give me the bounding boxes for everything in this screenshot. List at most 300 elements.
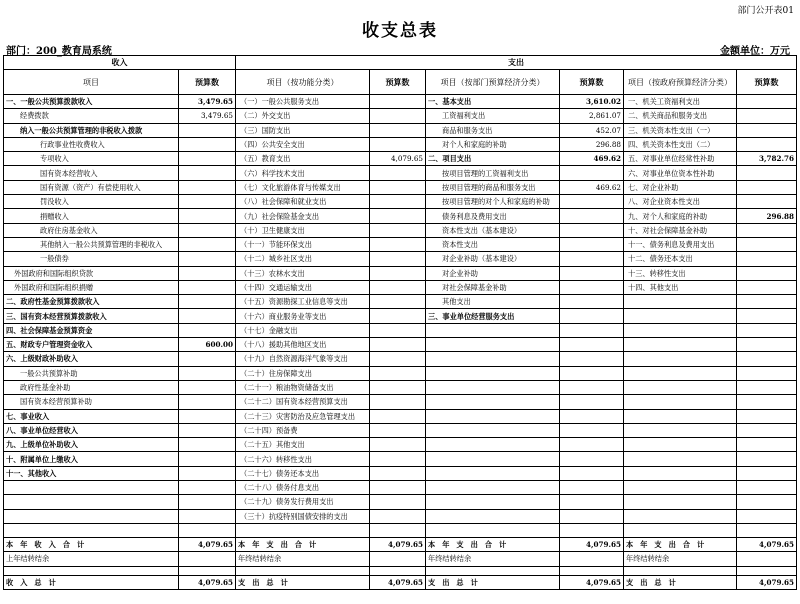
budget-cell — [370, 323, 426, 337]
budget-cell — [179, 252, 236, 266]
table-row — [4, 152, 797, 166]
budget-cell — [560, 366, 624, 380]
budget-cell — [370, 237, 426, 251]
budget-cell — [737, 509, 797, 523]
budget-cell — [370, 195, 426, 209]
item-cell — [624, 395, 737, 409]
budget-cell — [737, 180, 797, 194]
budget-cell — [179, 280, 236, 294]
budget-cell — [370, 352, 426, 366]
budget-cell — [560, 495, 624, 509]
budget-cell — [737, 223, 797, 237]
budget-cell — [370, 423, 426, 437]
budget-cell — [560, 409, 624, 423]
grand-expense-value: 4,079.65 — [370, 575, 426, 589]
document-id: 部门公开表01 — [737, 6, 794, 16]
expense-total-value: 4,079.65 — [737, 538, 797, 552]
budget-cell — [179, 481, 236, 495]
table-row — [4, 523, 797, 537]
item-cell: 十、对社会保障基金补助 — [624, 223, 737, 237]
item-cell — [4, 481, 179, 495]
table-row — [4, 266, 797, 280]
item-cell: 二、政府性基金预算拨款收入 — [4, 295, 179, 309]
table-row — [4, 95, 797, 109]
carry-out-label: 年终结转结余 — [236, 552, 370, 566]
item-cell: 七、事业收入 — [4, 409, 179, 423]
budget-cell — [737, 280, 797, 294]
item-cell — [426, 366, 560, 380]
item-cell: 一、机关工资福利支出 — [624, 95, 737, 109]
budget-cell — [179, 123, 236, 137]
item-cell: 九、上级单位补助收入 — [4, 438, 179, 452]
table-row — [4, 195, 797, 209]
item-cell — [4, 495, 179, 509]
item-cell — [624, 495, 737, 509]
total-row — [4, 538, 797, 552]
budget-cell — [179, 366, 236, 380]
item-cell: 五、对事业单位经常性补助 — [624, 152, 737, 166]
budget-cell — [737, 366, 797, 380]
item-cell: （十二）城乡社区支出 — [236, 252, 370, 266]
item-cell — [426, 495, 560, 509]
income-total-label: 本年收入合计 — [4, 538, 179, 552]
budget-cell — [737, 137, 797, 151]
item-cell: （十三）农林水支出 — [236, 266, 370, 280]
budget-cell — [560, 309, 624, 323]
item-cell — [624, 338, 737, 352]
budget-cell — [370, 523, 426, 537]
col-header-item: 项目 — [4, 70, 179, 95]
budget-cell — [179, 409, 236, 423]
carry-out-label: 年终结转结余 — [624, 552, 737, 566]
item-cell — [624, 323, 737, 337]
col-header-budget: 预算数 — [179, 70, 236, 95]
budget-cell — [737, 252, 797, 266]
item-cell: （三）国防支出 — [236, 123, 370, 137]
budget-cell — [737, 166, 797, 180]
item-cell: （六）科学技术支出 — [236, 166, 370, 180]
item-cell: （九）社会保险基金支出 — [236, 209, 370, 223]
table-row — [4, 309, 797, 323]
budget-cell — [370, 509, 426, 523]
item-cell: 对社会保障基金补助 — [426, 280, 560, 294]
grand-income-label: 收入总计 — [4, 575, 179, 589]
item-cell — [624, 452, 737, 466]
table-row — [4, 295, 797, 309]
budget-cell: 3,782.76 — [737, 152, 797, 166]
budget-cell — [737, 423, 797, 437]
item-cell — [624, 409, 737, 423]
budget-cell: 452.07 — [560, 123, 624, 137]
item-cell — [426, 395, 560, 409]
budget-cell: 2,861.07 — [560, 109, 624, 123]
budget-cell: 296.88 — [560, 137, 624, 151]
item-cell: （二）外交支出 — [236, 109, 370, 123]
budget-cell — [560, 452, 624, 466]
item-cell — [426, 409, 560, 423]
budget-cell — [737, 95, 797, 109]
table-row — [4, 323, 797, 337]
item-cell — [624, 423, 737, 437]
budget-cell — [560, 280, 624, 294]
budget-cell — [560, 380, 624, 394]
item-cell: （八）社会保障和就业支出 — [236, 195, 370, 209]
item-cell: 资本性支出 — [426, 237, 560, 251]
table-row — [4, 180, 797, 194]
table-row — [4, 166, 797, 180]
item-cell: （二十三）灾害防治及应急管理支出 — [236, 409, 370, 423]
item-cell — [426, 352, 560, 366]
budget-cell — [737, 352, 797, 366]
budget-cell — [560, 166, 624, 180]
budget-cell — [370, 137, 426, 151]
item-cell — [624, 466, 737, 480]
budget-cell — [737, 452, 797, 466]
budget-cell: 3,610.02 — [560, 95, 624, 109]
budget-cell — [560, 523, 624, 537]
budget-cell — [370, 495, 426, 509]
item-cell: 二、项目支出 — [426, 152, 560, 166]
budget-cell — [370, 295, 426, 309]
item-cell: （一）一般公共服务支出 — [236, 95, 370, 109]
budget-cell — [370, 409, 426, 423]
item-cell: （七）文化旅游体育与传媒支出 — [236, 180, 370, 194]
item-cell: 经费拨款 — [4, 109, 179, 123]
col-header-budget: 预算数 — [370, 70, 426, 95]
item-cell: （二十七）债务还本支出 — [236, 466, 370, 480]
carry-out-label: 年终结转结余 — [426, 552, 560, 566]
item-cell: 十四、其他支出 — [624, 280, 737, 294]
budget-cell — [179, 452, 236, 466]
budget-cell — [560, 252, 624, 266]
item-cell — [426, 338, 560, 352]
item-cell: （二十）住房保障支出 — [236, 366, 370, 380]
budget-cell — [179, 523, 236, 537]
item-cell: 其他纳入一般公共预算管理的非税收入 — [4, 237, 179, 251]
budget-cell — [179, 137, 236, 151]
table-row — [4, 466, 797, 480]
item-cell: （十）卫生健康支出 — [236, 223, 370, 237]
item-cell: 政府住房基金收入 — [4, 223, 179, 237]
budget-cell — [560, 423, 624, 437]
grand-expense-value: 4,079.65 — [560, 575, 624, 589]
table-row — [4, 109, 797, 123]
table-row — [4, 352, 797, 366]
item-cell: （二十一）粮油物资储备支出 — [236, 380, 370, 394]
budget-cell: 469.62 — [560, 180, 624, 194]
budget-cell — [370, 438, 426, 452]
item-cell: 九、对个人和家庭的补助 — [624, 209, 737, 223]
table-row — [4, 209, 797, 223]
item-cell: 资本性支出（基本建设） — [426, 223, 560, 237]
budget-cell — [179, 395, 236, 409]
item-cell: （十一）节能环保支出 — [236, 237, 370, 251]
carry-in-label: 上年结转结余 — [4, 552, 179, 566]
budget-cell — [737, 338, 797, 352]
unit-label: 金额单位：万元 — [720, 46, 790, 57]
grand-expense-label: 支出总计 — [236, 575, 370, 589]
budget-cell — [370, 309, 426, 323]
table-row — [4, 495, 797, 509]
budget-cell — [560, 395, 624, 409]
item-cell — [426, 509, 560, 523]
budget-cell — [737, 380, 797, 394]
budget-cell — [179, 295, 236, 309]
item-cell: 国有资源（资产）有偿使用收入 — [4, 180, 179, 194]
budget-cell — [370, 166, 426, 180]
budget-cell — [370, 366, 426, 380]
item-cell: （十四）交通运输支出 — [236, 280, 370, 294]
item-cell: 十一、其他收入 — [4, 466, 179, 480]
col-header-gov-economic: 项目（按政府预算经济分类） — [624, 70, 737, 95]
budget-cell — [737, 266, 797, 280]
budget-cell: 4,079.65 — [370, 152, 426, 166]
expense-total-label: 本年支出合计 — [624, 538, 737, 552]
table-row — [4, 366, 797, 380]
item-cell: 三、事业单位经营服务支出 — [426, 309, 560, 323]
budget-cell — [560, 223, 624, 237]
item-cell — [624, 380, 737, 394]
carry-row — [4, 552, 797, 566]
budget-cell — [370, 252, 426, 266]
item-cell — [426, 438, 560, 452]
table-row — [4, 423, 797, 437]
budget-cell — [737, 195, 797, 209]
budget-cell — [179, 152, 236, 166]
item-cell: 十三、转移性支出 — [624, 266, 737, 280]
budget-cell — [370, 180, 426, 194]
item-cell: 对个人和家庭的补助 — [426, 137, 560, 151]
item-cell: （十七）金融支出 — [236, 323, 370, 337]
item-cell: 对企业补助 — [426, 266, 560, 280]
budget-cell — [370, 452, 426, 466]
budget-cell — [370, 123, 426, 137]
budget-cell — [179, 466, 236, 480]
budget-cell — [370, 466, 426, 480]
budget-cell — [370, 280, 426, 294]
item-cell: 外国政府和国际组织贷款 — [4, 266, 179, 280]
budget-cell — [179, 380, 236, 394]
item-cell: 按项目管理的商品和服务支出 — [426, 180, 560, 194]
grand-expense-label: 支出总计 — [624, 575, 737, 589]
table-row — [4, 380, 797, 394]
budget-cell — [370, 481, 426, 495]
item-cell: 五、财政专户管理资金收入 — [4, 338, 179, 352]
budget-cell — [179, 323, 236, 337]
grand-total-row — [4, 575, 797, 589]
budget-cell — [370, 395, 426, 409]
budget-cell: 600.00 — [179, 338, 236, 352]
income-total-value: 4,079.65 — [179, 538, 236, 552]
budget-cell: 296.88 — [737, 209, 797, 223]
budget-cell — [370, 338, 426, 352]
item-cell — [426, 452, 560, 466]
budget-cell — [737, 495, 797, 509]
item-cell: （二十二）国有资本经营预算支出 — [236, 395, 370, 409]
item-cell: （十五）资源勘探工业信息等支出 — [236, 295, 370, 309]
budget-cell — [179, 180, 236, 194]
item-cell: 四、社会保障基金预算资金 — [4, 323, 179, 337]
budget-cell — [370, 223, 426, 237]
table-row — [4, 395, 797, 409]
budget-cell — [560, 338, 624, 352]
budget-cell — [179, 237, 236, 251]
item-cell: 一般公共预算补助 — [4, 366, 179, 380]
budget-cell — [179, 223, 236, 237]
item-cell: 国有资本经营预算补助 — [4, 395, 179, 409]
budget-cell — [560, 352, 624, 366]
item-cell: （二十九）债务发行费用支出 — [236, 495, 370, 509]
col-header-dept-economic: 项目（按部门预算经济分类） — [426, 70, 560, 95]
grand-income-value: 4,079.65 — [179, 575, 236, 589]
item-cell — [236, 523, 370, 537]
budget-cell — [560, 237, 624, 251]
item-cell: （十六）商业服务业等支出 — [236, 309, 370, 323]
budget-cell — [737, 523, 797, 537]
item-cell: （二十四）预备费 — [236, 423, 370, 437]
budget-cell — [560, 195, 624, 209]
item-cell — [624, 309, 737, 323]
item-cell: 八、事业单位经营收入 — [4, 423, 179, 437]
budget-cell — [737, 237, 797, 251]
page-title: 收支总表 — [362, 21, 438, 41]
budget-cell — [560, 438, 624, 452]
table-row — [4, 481, 797, 495]
item-cell: 按项目管理的工资福利支出 — [426, 166, 560, 180]
budget-cell — [737, 409, 797, 423]
item-cell — [624, 509, 737, 523]
expense-total-label: 本年支出合计 — [426, 538, 560, 552]
col-header-budget: 预算数 — [737, 70, 797, 95]
item-cell — [624, 352, 737, 366]
table-row — [4, 338, 797, 352]
budget-cell — [737, 109, 797, 123]
item-cell: 十、附属单位上缴收入 — [4, 452, 179, 466]
budget-cell — [370, 95, 426, 109]
table-row — [4, 237, 797, 251]
item-cell — [624, 295, 737, 309]
budget-cell: 469.62 — [560, 152, 624, 166]
budget-cell — [737, 466, 797, 480]
item-cell: 外国政府和国际组织捐赠 — [4, 280, 179, 294]
table-row — [4, 252, 797, 266]
grand-expense-label: 支出总计 — [426, 575, 560, 589]
item-cell: 专项收入 — [4, 152, 179, 166]
budget-cell — [560, 266, 624, 280]
item-cell: 罚没收入 — [4, 195, 179, 209]
budget-cell — [737, 323, 797, 337]
item-cell: 对企业补助（基本建设） — [426, 252, 560, 266]
table-row — [4, 438, 797, 452]
item-cell: 工资福利支出 — [426, 109, 560, 123]
item-cell: （五）教育支出 — [236, 152, 370, 166]
budget-cell — [560, 295, 624, 309]
item-cell: （三十）抗疫特别国债安排的支出 — [236, 509, 370, 523]
grand-expense-value: 4,079.65 — [737, 575, 797, 589]
item-cell — [624, 523, 737, 537]
income-header: 收入 — [4, 56, 236, 70]
table-row — [4, 223, 797, 237]
item-cell — [426, 423, 560, 437]
budget-cell — [560, 466, 624, 480]
item-cell: 政府性基金补助 — [4, 380, 179, 394]
item-cell: 二、机关商品和服务支出 — [624, 109, 737, 123]
item-cell: 四、机关资本性支出（二） — [624, 137, 737, 151]
expense-total-label: 本年支出合计 — [236, 538, 370, 552]
budget-cell — [370, 380, 426, 394]
item-cell: 三、机关资本性支出（一） — [624, 123, 737, 137]
item-cell: 七、对企业补助 — [624, 180, 737, 194]
item-cell: （四）公共安全支出 — [236, 137, 370, 151]
item-cell: 纳入一般公共预算管理的非税收入拨款 — [4, 123, 179, 137]
table-row — [4, 452, 797, 466]
item-cell — [4, 509, 179, 523]
item-cell: 捐赠收入 — [4, 209, 179, 223]
budget-cell — [179, 195, 236, 209]
item-cell — [624, 366, 737, 380]
item-cell: 十二、债务还本支出 — [624, 252, 737, 266]
budget-cell — [179, 495, 236, 509]
budget-cell — [179, 266, 236, 280]
item-cell: 三、国有资本经营预算拨款收入 — [4, 309, 179, 323]
item-cell — [4, 523, 179, 537]
col-header-budget: 预算数 — [560, 70, 624, 95]
budget-cell — [179, 438, 236, 452]
budget-table — [3, 55, 797, 590]
item-cell: （二十五）其他支出 — [236, 438, 370, 452]
budget-cell — [370, 109, 426, 123]
budget-cell — [179, 209, 236, 223]
spacer-row — [4, 566, 797, 575]
budget-cell — [737, 309, 797, 323]
budget-cell — [737, 123, 797, 137]
item-cell — [426, 481, 560, 495]
item-cell: 商品和服务支出 — [426, 123, 560, 137]
budget-cell — [370, 209, 426, 223]
item-cell: 按项目管理的对个人和家庭的补助 — [426, 195, 560, 209]
expense-total-value: 4,079.65 — [560, 538, 624, 552]
budget-cell — [737, 395, 797, 409]
item-cell: （十八）援助其他地区支出 — [236, 338, 370, 352]
budget-cell — [179, 309, 236, 323]
item-cell: 行政事业性收费收入 — [4, 137, 179, 151]
col-header-functional: 项目（按功能分类） — [236, 70, 370, 95]
item-cell — [624, 438, 737, 452]
budget-cell — [737, 295, 797, 309]
item-cell: 六、对事业单位资本性补助 — [624, 166, 737, 180]
item-cell — [624, 481, 737, 495]
table-row — [4, 509, 797, 523]
item-cell — [426, 323, 560, 337]
table-row — [4, 280, 797, 294]
table-row — [4, 123, 797, 137]
budget-cell: 3,479.65 — [179, 95, 236, 109]
item-cell: 一、一般公共预算拨款收入 — [4, 95, 179, 109]
item-cell: （二十六）转移性支出 — [236, 452, 370, 466]
item-cell: 一般债券 — [4, 252, 179, 266]
item-cell — [426, 380, 560, 394]
item-cell: 国有资本经营收入 — [4, 166, 179, 180]
table-row — [4, 137, 797, 151]
budget-cell — [560, 481, 624, 495]
budget-cell — [179, 423, 236, 437]
item-cell — [426, 466, 560, 480]
department-label: 部门：200_教育局系统 — [6, 46, 112, 57]
item-cell: （二十八）债务付息支出 — [236, 481, 370, 495]
item-cell: 其他支出 — [426, 295, 560, 309]
budget-cell — [737, 481, 797, 495]
budget-cell — [179, 509, 236, 523]
